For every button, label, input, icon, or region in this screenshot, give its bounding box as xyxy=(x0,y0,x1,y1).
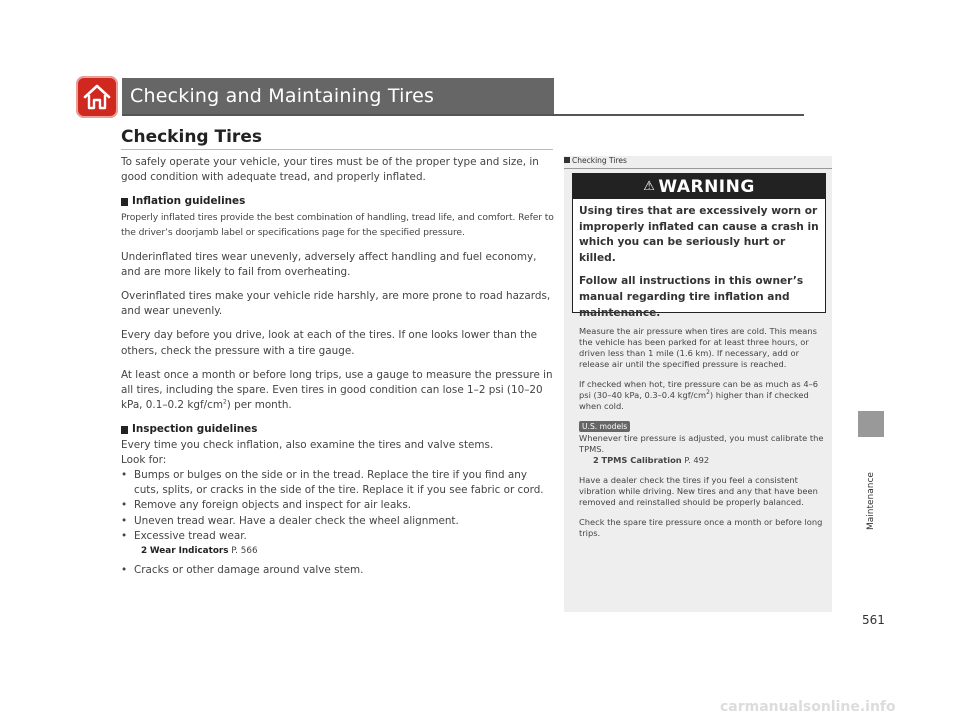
square-bullet-icon xyxy=(121,198,128,206)
list-item: • Uneven tread wear. Have a dealer check the wheel alignment. xyxy=(121,514,459,527)
sidebar-text-3: Whenever tire pressure is adjusted, you must calibrate the TPMS. xyxy=(579,433,824,454)
list-item: • Remove any foreign objects and inspect for air leaks. xyxy=(121,499,412,512)
page-heading: Checking Tires xyxy=(121,127,262,147)
banner-rule xyxy=(122,114,804,116)
inflation-text-3: Overinflated tires make your vehicle ride harshly, are more prone to road hazards, and wear unevenly. xyxy=(121,290,551,318)
home-button[interactable] xyxy=(76,76,118,118)
inspection-text-1: Every time you check inflation, also examine the tires and valve stems. xyxy=(121,438,494,451)
heading-rule xyxy=(121,149,553,150)
arrow-icon: 2 xyxy=(141,546,148,557)
arrow-icon: 2 xyxy=(593,455,599,465)
main-content xyxy=(121,155,554,578)
watermark: carmanualsonline.info xyxy=(720,699,896,715)
square-bullet-icon xyxy=(121,426,128,434)
sidebar-text-4: Have a dealer check the tires if you feel a consistent vibration while driving. New tires and any that have been removed and reinstalled should be properly balanced. xyxy=(579,475,818,507)
look-for-label: Look for: xyxy=(121,453,167,466)
wear-indicators-link[interactable]: 2 Wear Indicators P. 566 xyxy=(141,546,258,557)
list-item: • Excessive tread wear. xyxy=(121,529,247,542)
inspection-list-2 xyxy=(121,563,554,578)
sidebar-text-2: If checked when hot, tire pressure can be as much as 4–6 psi (30–40 kPa, 0.3–0.4 kgf/$cm^2$) higher than if checked when cold. xyxy=(579,379,819,411)
inflation-text-2: Underinflated tires wear unevenly, adversely affect handling and fuel economy, and are more likely to fail from overheating. xyxy=(121,250,537,278)
inflation-text-4: Every day before you drive, look at each of the tires. If one looks lower than the others, check the pressure with a tire gauge. xyxy=(121,329,538,357)
tpms-calibration-link[interactable]: 2 TPMS Calibration P. 492 xyxy=(593,455,710,465)
section-title: Checking and Maintaining Tires xyxy=(130,85,435,107)
home-icon xyxy=(81,81,113,113)
list-item: • Cracks or other damage around valve stem. xyxy=(121,564,364,577)
sidebar-heading: Checking Tires xyxy=(564,156,627,165)
us-models-badge: U.S. models xyxy=(579,421,630,432)
intro-text: To safely operate your vehicle, your tires must be of the proper type and size, in good condition with adequate tread, and properly inflated. xyxy=(121,156,539,184)
inflation-text-5: At least once a month or before long trips, use a gauge to measure the pressure in all tires, including the spare. Even tires in good condition can lose 1–2 psi (10–20 kPa, 0.1–0.2 kgf/$cm^2$) per month. xyxy=(121,368,553,412)
warning-text-2: Follow all instructions in this owner’s manual regarding tire inflation and maintenance. xyxy=(579,275,804,319)
maintenance-tab-label: Maintenance xyxy=(866,472,876,530)
sidebar-rule xyxy=(564,168,832,169)
maintenance-tab[interactable] xyxy=(858,411,884,437)
warning-icon: ⚠ xyxy=(643,179,656,194)
warning-title: ⚠ WARNING xyxy=(573,174,825,199)
inflation-heading: Inflation guidelines xyxy=(121,194,554,209)
sidebar-text-1: Measure the air pressure when tires are cold. This means the vehicle has been parked for at least three hours, or driven less than 1 mile (1.6 km). If necessary, add or release air until the specified pressure is reached. xyxy=(579,326,817,369)
list-item: • Bumps or bulges on the side or in the tread. Replace the tire if you find any cuts, splits, or cracks in the side of the tire. Replace it if you see fabric or cord. xyxy=(121,469,544,497)
sidebar-text xyxy=(579,326,827,548)
reference-icon xyxy=(564,157,570,163)
page-number: 561 xyxy=(862,613,885,627)
warning-box xyxy=(572,173,826,319)
inspection-heading: Inspection guidelines xyxy=(121,422,554,437)
inspection-list xyxy=(121,468,554,544)
warning-text-1: Using tires that are excessively worn or improperly inflated can cause a crash in which you can be seriously hurt or killed. xyxy=(579,205,819,264)
inflation-text-1: Properly inflated tires provide the best combination of handling, tread life, and comfort. Refer to the driver’s doorjamb label or specifications page for the specified pressure. xyxy=(121,211,554,239)
sidebar-text-5: Check the spare tire pressure once a month or before long trips. xyxy=(579,517,823,538)
